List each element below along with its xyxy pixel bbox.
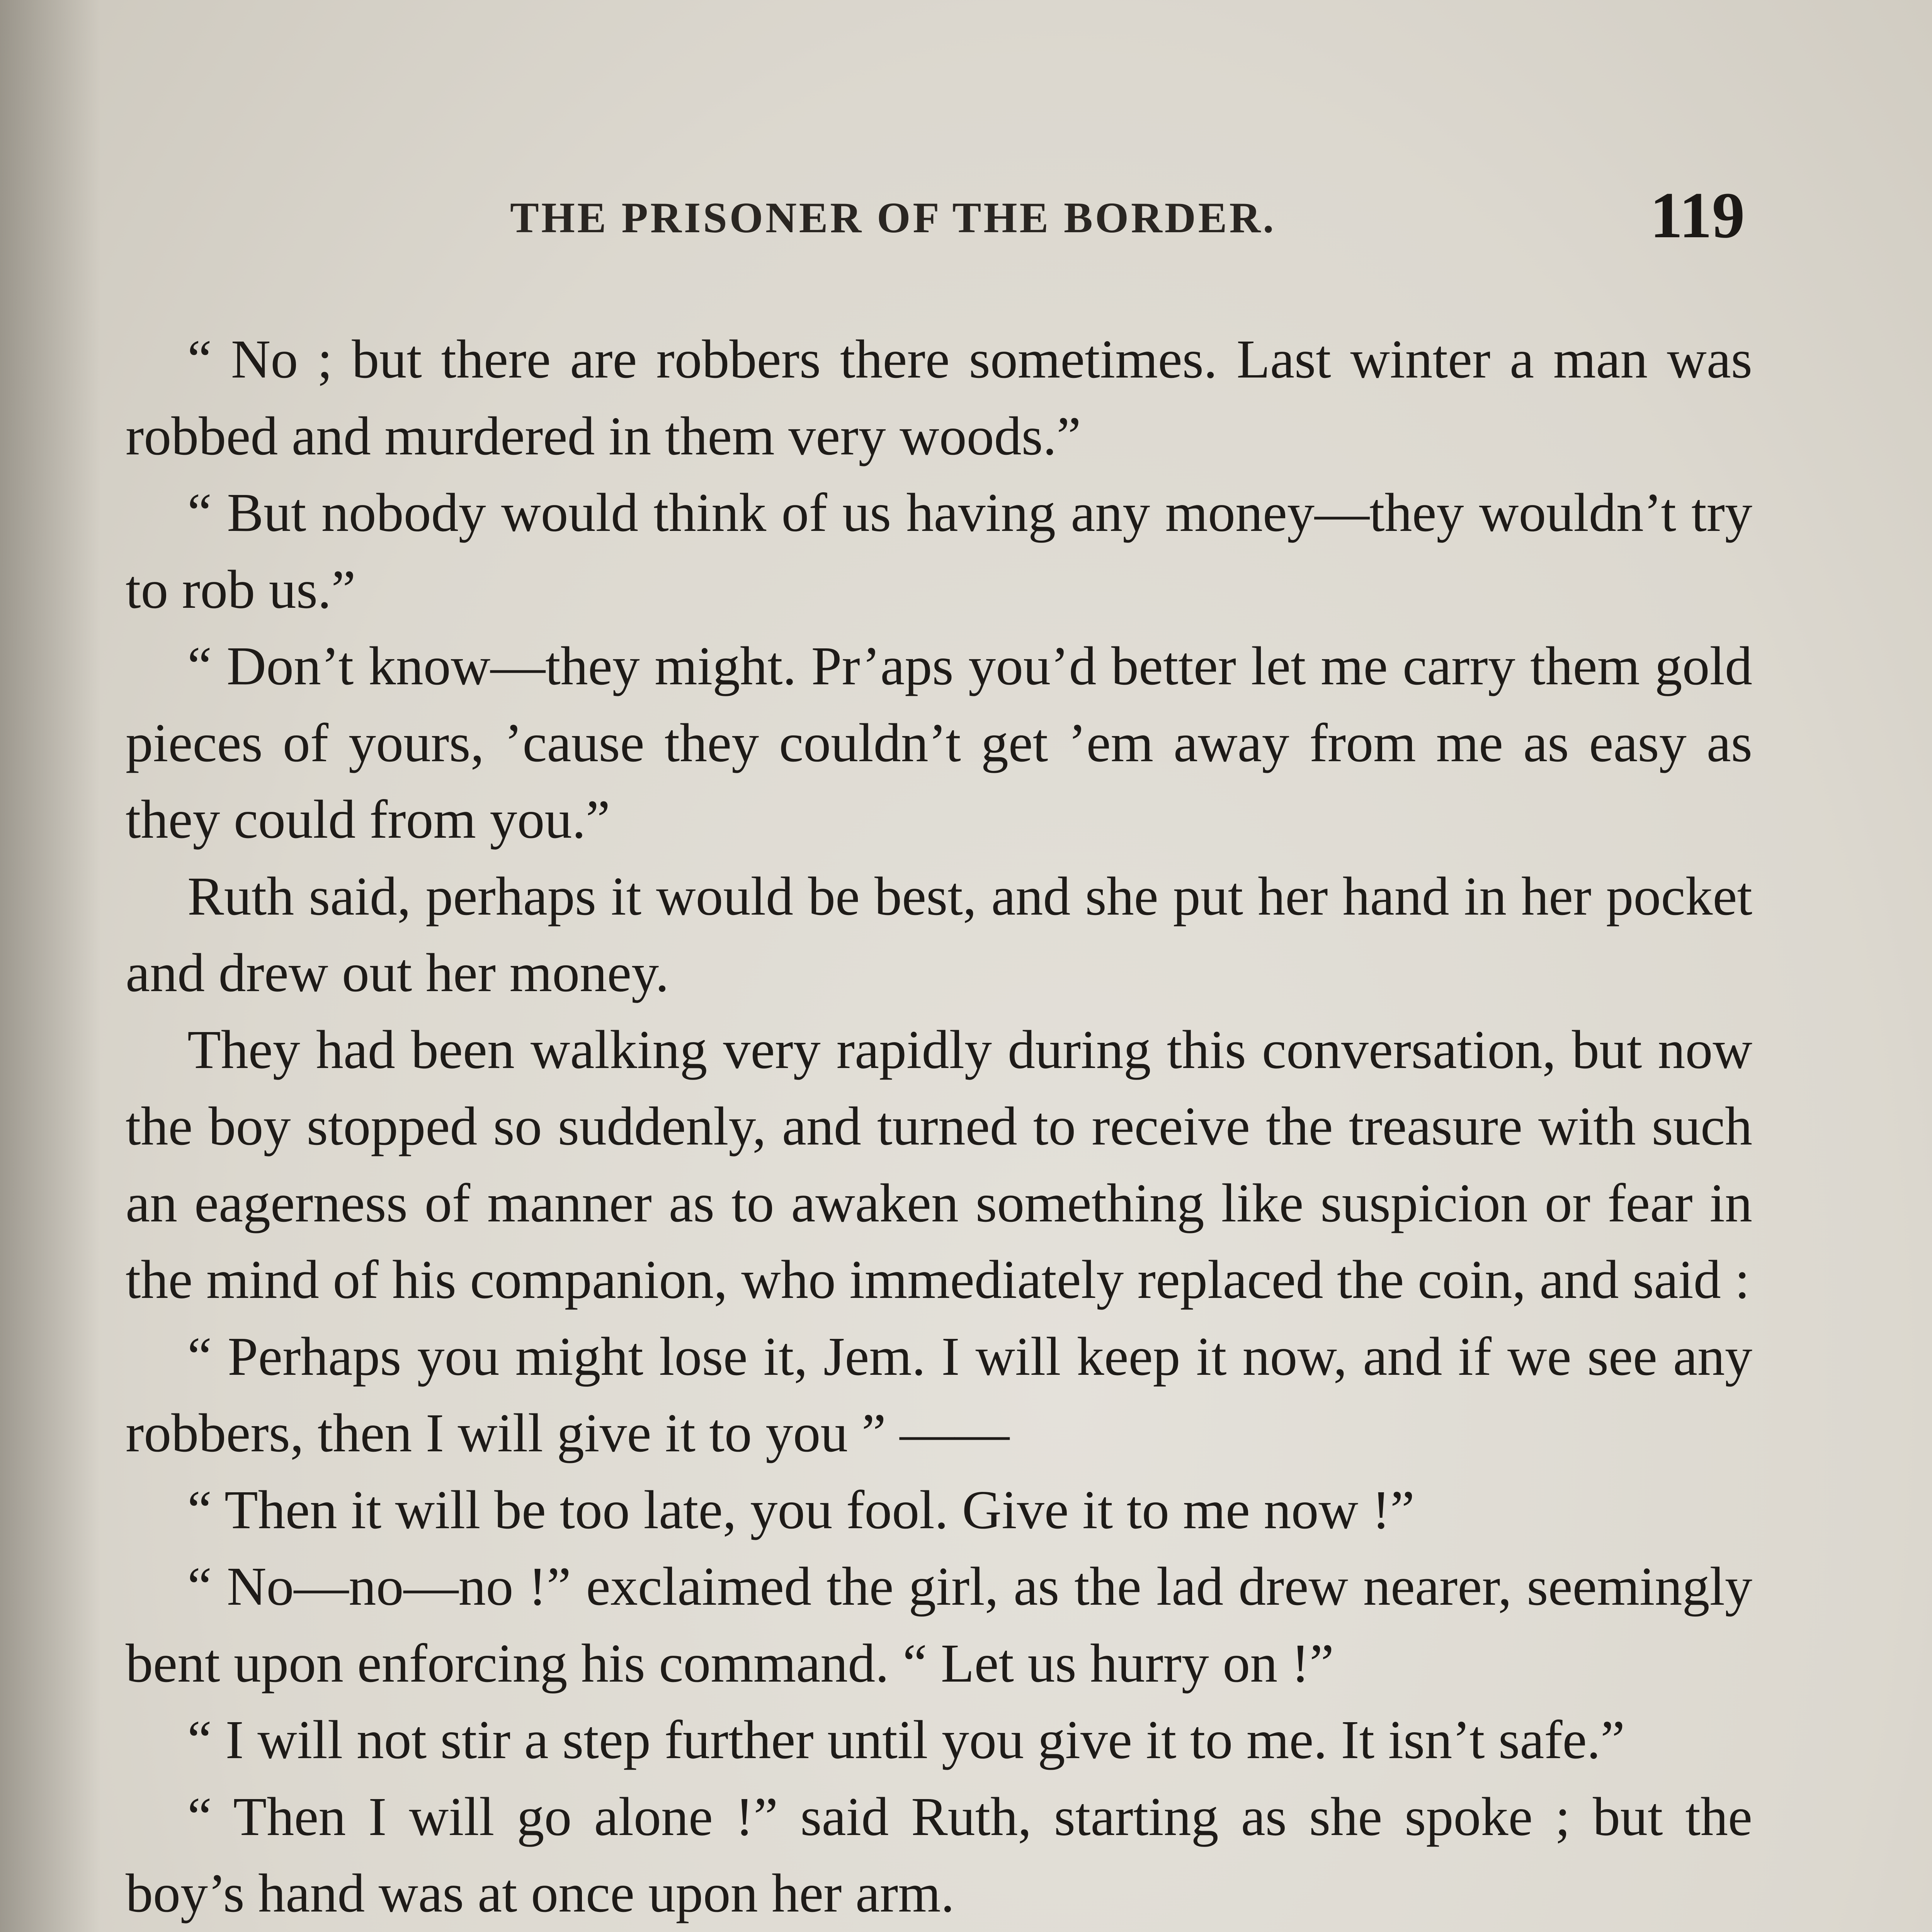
paragraph: “ No—no—no !” exclaimed the girl, as the lad drew nearer, seemingly bent upon enforcing his command. “ Let us hurry on !”: [126, 1556, 1752, 1694]
paragraph: “ I will not stir a step further until you give it to me. It isn’t safe.”: [187, 1709, 1625, 1770]
paragraph: “ No ; but there are robbers there sometimes. Last winter a man was robbed and murdered in them very woods.”: [126, 328, 1752, 466]
paragraph: “ Then it will be too late, you fool. Give it to me now !”: [187, 1479, 1415, 1540]
page-number: 119: [1650, 179, 1745, 252]
gutter-shadow: [0, 0, 100, 1932]
paragraph: They had been walking very rapidly during this conversation, but now the boy stopped so suddenly, and turned to receive the treasure with such an eagerness of manner as to awaken something like suspicion or fear in the mind of his companion, who immediately replaced the coin, and said :: [126, 1019, 1752, 1310]
paragraph: “ But nobody would think of us having any money—they wouldn’t try to rob us.”: [126, 482, 1752, 620]
paragraph: “ Perhaps you might lose it, Jem. I will keep it now, and if we see any robbers, then I will give it to you ” ——: [126, 1325, 1752, 1463]
paragraph: “ Don’t know—they might. Pr’aps you’d better let me carry them gold pieces of yours, ’cause they couldn’t get ’em away from me as easy as they could from you.”: [126, 635, 1752, 850]
body-text: [126, 321, 1752, 1932]
running-title: THE PRISONER OF THE BORDER.: [510, 194, 1276, 242]
paragraph: “ Then I will go alone !” said Ruth, starting as she spoke ; but the boy’s hand was at once upon her arm.: [126, 1786, 1752, 1923]
paragraph: Ruth said, perhaps it would be best, and she put her hand in her pocket and drew out her money.: [126, 865, 1752, 1003]
